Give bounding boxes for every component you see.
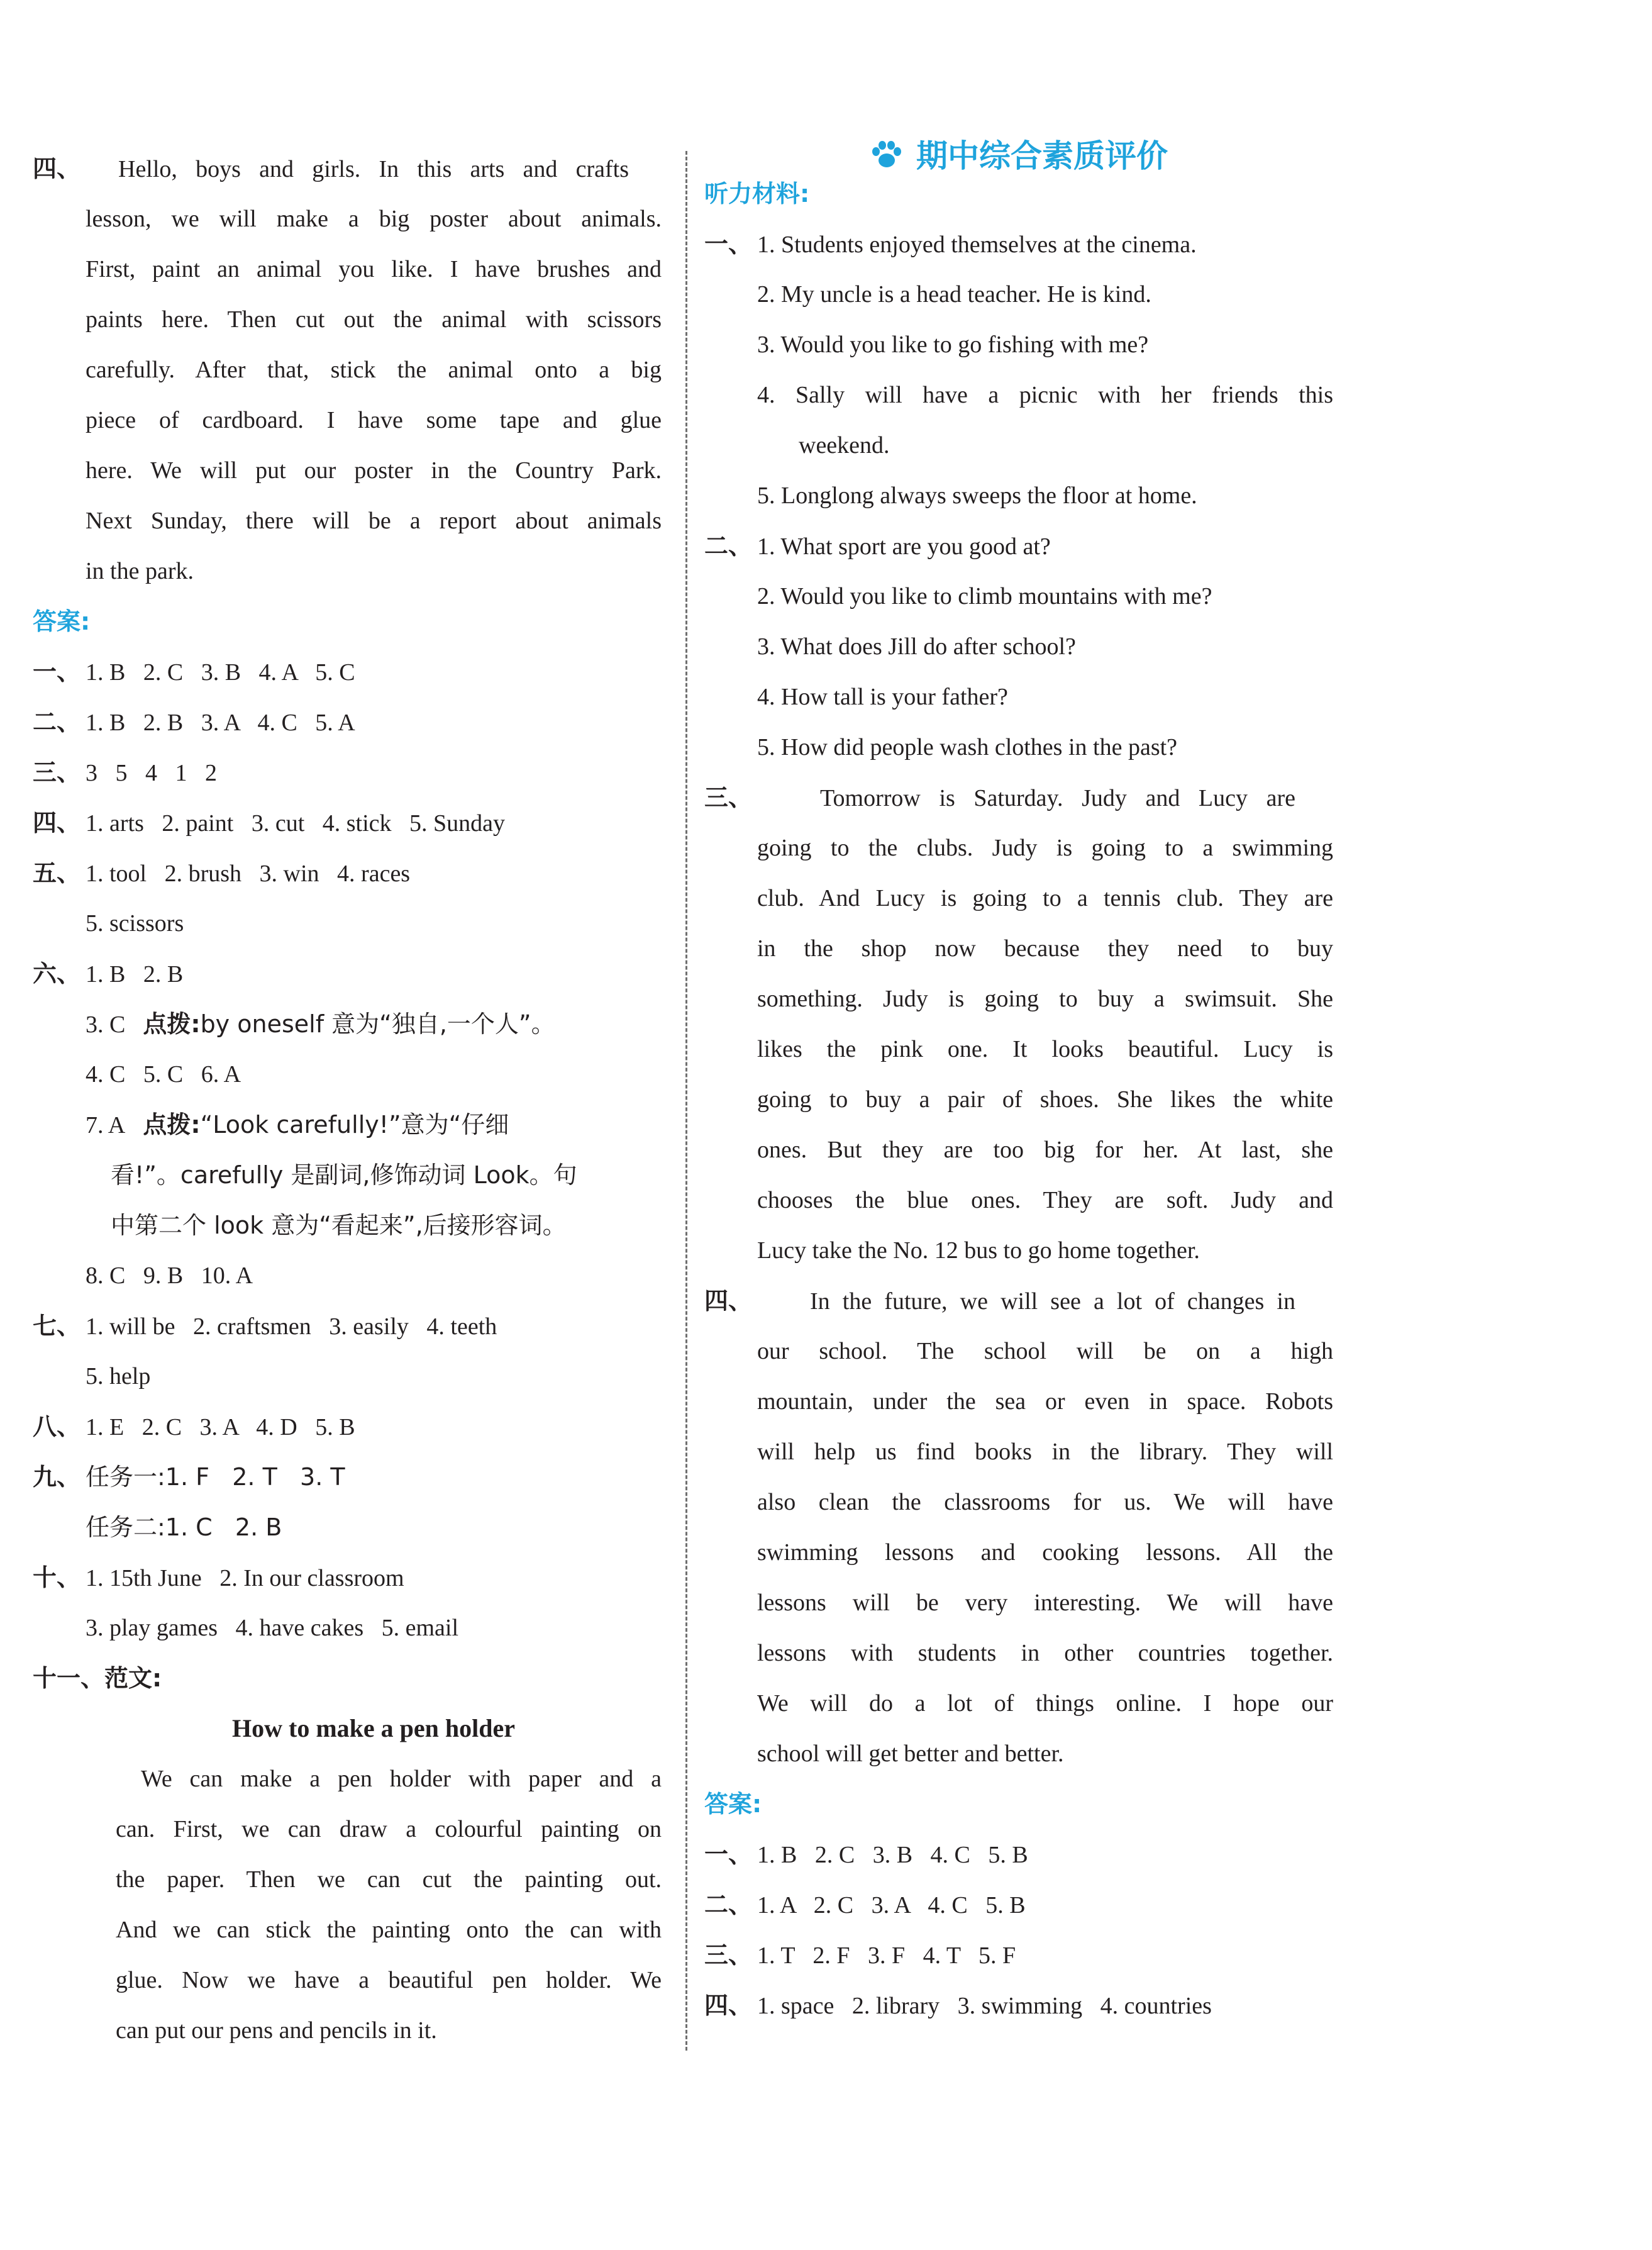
essay-line: glue. Now we have a beautiful pen holder. We xyxy=(116,1967,662,1993)
answer-number: 四、 xyxy=(704,1991,753,2019)
essay-line: the paper. Then we can cut the painting out. xyxy=(116,1866,662,1893)
passage-line: school will get better and better. xyxy=(757,1740,1064,1767)
hint-label: 点拨: xyxy=(143,1010,201,1038)
section-number: 四、 xyxy=(33,155,81,182)
passage-line: in the park. xyxy=(86,558,194,584)
passage-line: going to buy a pair of shoes. She likes the white xyxy=(757,1086,1333,1113)
passage-line: will help us find books in the library. They will xyxy=(757,1439,1333,1465)
passage-line: swimming lessons and cooking lessons. All the xyxy=(757,1539,1333,1566)
item-row: 一、 1. Students enjoyed themselves at the cinema. xyxy=(704,219,1333,269)
answers-label: 答案: xyxy=(704,1790,762,1818)
essay-line: can. First, we can draw a colourful painting on xyxy=(116,1816,662,1842)
passage-line: Lucy take the No. 12 bus to go home together. xyxy=(757,1237,1200,1264)
answer-text: 1. B 2. B xyxy=(86,961,184,988)
hint-text: 看!”。carefully 是副词,修饰动词 Look。句 xyxy=(111,1161,577,1189)
passage-line: something. Judy is going to buy a swimsuit. She xyxy=(757,986,1333,1012)
part-number: 三、 xyxy=(704,784,753,811)
item-row: 二、 1. What sport are you good at? xyxy=(704,521,1333,571)
answer-row xyxy=(704,1880,1333,1930)
answer-row xyxy=(33,1301,662,1351)
answer-row xyxy=(33,747,662,798)
passage-line: lessons with students in other countries together. xyxy=(757,1640,1333,1666)
item-row: 5. How did people wash clothes in the past? xyxy=(757,734,1178,760)
answer-row xyxy=(704,1829,1333,1880)
answer-row xyxy=(33,999,662,1049)
item-row: 2. My uncle is a head teacher. He is kind. xyxy=(757,281,1151,308)
passage-line: also clean the classrooms for us. We will have xyxy=(757,1489,1333,1515)
answer-number: 八、 xyxy=(33,1413,81,1440)
answer-row xyxy=(704,1930,1333,1980)
answer-number: 一、 xyxy=(704,1841,753,1868)
answer-row xyxy=(33,1452,662,1502)
essay-line: We can make a pen holder with paper and a xyxy=(141,1766,662,1792)
passage-line: Next Sunday, there will be a report about animals xyxy=(86,508,662,534)
answer-row xyxy=(704,1980,1333,2030)
column-divider xyxy=(685,151,687,2051)
answer-text: 1. T 2. F 3. F 4. T 5. F xyxy=(757,1942,1016,1969)
passage-line: mountain, under the sea or even in space. Robots xyxy=(757,1388,1333,1415)
right-column xyxy=(704,138,1333,2030)
passage-line: lesson, we will make a big poster about animals. xyxy=(86,206,662,232)
answer-row: 任务二:1. C 2. B xyxy=(86,1513,282,1541)
passage-line: carefully. After that, stick the animal onto a big xyxy=(86,357,662,383)
item-row: 3. What does Jill do after school? xyxy=(757,633,1076,660)
essay-title: How to make a pen holder xyxy=(232,1714,515,1742)
passage-line: ones. But they are too big for her. At last, she xyxy=(757,1137,1333,1163)
answer-text: 1. 15th June 2. In our classroom xyxy=(86,1565,404,1591)
essay-line: can put our pens and pencils in it. xyxy=(116,2017,437,2044)
hint-text: by oneself 意为“独自,一个人”。 xyxy=(200,1010,555,1038)
item-row: 2. Would you like to climb mountains with me? xyxy=(757,583,1212,610)
answer-number: 一、 xyxy=(33,658,81,686)
answer-text: 1. will be 2. craftsmen 3. easily 4. teeth xyxy=(86,1313,497,1340)
answer-text: 1. A 2. C 3. A 4. C 5. B xyxy=(757,1892,1026,1919)
passage-line: paints here. Then cut out the animal with scissors xyxy=(86,306,662,333)
answer-number: 十、 xyxy=(33,1564,81,1591)
item-row: 5. Longlong always sweeps the floor at home. xyxy=(757,482,1197,509)
hint-text: 中第二个 look 意为“看起来”,后接形容词。 xyxy=(111,1211,567,1239)
answer-number: 四、 xyxy=(33,809,81,837)
passage-3: 三、 Tomorrow is Saturday. Judy and Lucy are xyxy=(704,772,1333,823)
answer-row: 4. C 5. C 6. A xyxy=(86,1061,241,1088)
section-title: 期中综合素质评价 xyxy=(916,138,1168,174)
item-row: 4. Sally will have a picnic with her friends this xyxy=(757,382,1333,408)
answer-row xyxy=(33,848,662,898)
answers-label: 答案: xyxy=(33,608,91,635)
essay-line: And we can stick the painting onto the can with xyxy=(116,1917,662,1943)
answer-row: 3. play games 4. have cakes 5. email xyxy=(86,1615,459,1641)
answer-number: 十一、 xyxy=(33,1664,105,1692)
answer-number: 六、 xyxy=(33,960,81,988)
answer-number: 二、 xyxy=(704,1891,753,1919)
answer-row xyxy=(33,1100,662,1150)
passage-line: First, paint an animal you like. I have brushes and xyxy=(86,256,662,282)
passage-line: likes the pink one. It looks beautiful. Lucy is xyxy=(757,1036,1333,1062)
passage-4: 四、 Hello, boys and girls. In this arts and crafts xyxy=(33,143,662,194)
passage-line: lessons will be very interesting. We will have xyxy=(757,1590,1333,1616)
answer-text: 1. tool 2. brush 3. win 4. races xyxy=(86,860,411,887)
hint-label: 点拨: xyxy=(143,1111,201,1139)
answer-row xyxy=(33,949,662,999)
answer-row xyxy=(33,1653,662,1703)
answer-row: 5. help xyxy=(86,1363,151,1390)
part-number: 一、 xyxy=(704,230,753,258)
answer-number: 三、 xyxy=(704,1941,753,1969)
model-essay-label: 范文: xyxy=(104,1664,162,1692)
answer-row xyxy=(33,1552,662,1603)
answer-row: 8. C 9. B 10. A xyxy=(86,1262,253,1289)
paw-icon xyxy=(870,140,904,169)
answer-row xyxy=(33,697,662,747)
answer-row xyxy=(33,798,662,848)
answer-text: 1. space 2. library 3. swimming 4. countries xyxy=(757,1993,1212,2019)
answer-text: 1. B 2. C 3. B 4. A 5. C xyxy=(86,659,355,686)
answer-row xyxy=(33,647,662,697)
answer-text: 1. B 2. C 3. B 4. C 5. B xyxy=(757,1842,1028,1868)
passage-line: piece of cardboard. I have some tape and glue xyxy=(86,407,662,433)
answer-text: 7. A xyxy=(86,1112,126,1139)
answer-row xyxy=(33,1401,662,1452)
passage-line: in the shop now because they need to buy xyxy=(757,935,1333,962)
answer-text: 1. arts 2. paint 3. cut 4. stick 5. Sunday xyxy=(86,810,506,837)
item-row: 3. Would you like to go fishing with me? xyxy=(757,331,1149,358)
item-row: 4. How tall is your father? xyxy=(757,684,1008,710)
passage-line: club. And Lucy is going to a tennis club. They are xyxy=(757,885,1333,911)
passage-line: our school. The school will be on a high xyxy=(757,1338,1333,1364)
passage-line: We will do a lot of things online. I hope our xyxy=(757,1690,1333,1717)
listening-label: 听力材料: xyxy=(704,180,810,208)
passage-line: going to the clubs. Judy is going to a swimming xyxy=(757,835,1333,861)
part-number: 四、 xyxy=(704,1287,753,1315)
answer-number: 三、 xyxy=(33,759,81,786)
item-row: weekend. xyxy=(799,432,890,459)
passage-line: chooses the blue ones. They are soft. Judy and xyxy=(757,1187,1333,1213)
answer-number: 五、 xyxy=(33,859,81,887)
left-column xyxy=(33,143,662,2056)
answer-text: 任务一:1. F 2. T 3. T xyxy=(86,1463,345,1491)
answer-row: 5. scissors xyxy=(86,910,184,937)
answer-number: 二、 xyxy=(33,708,81,736)
passage-line: here. We will put our poster in the Country Park. xyxy=(86,457,662,484)
answer-text: 1. E 2. C 3. A 4. D 5. B xyxy=(86,1414,355,1440)
hint-text: “Look carefully!”意为“仔细 xyxy=(200,1111,509,1139)
answer-number: 九、 xyxy=(33,1463,81,1491)
answer-number: 七、 xyxy=(33,1312,81,1340)
answer-text: 1. B 2. B 3. A 4. C 5. A xyxy=(86,710,355,736)
answer-text: 3. C xyxy=(86,1011,126,1038)
answer-text: 3 5 4 1 2 xyxy=(86,760,217,786)
passage-4: 四、 In the future, we will see a lot of changes in xyxy=(704,1276,1333,1326)
part-number: 二、 xyxy=(704,532,753,560)
